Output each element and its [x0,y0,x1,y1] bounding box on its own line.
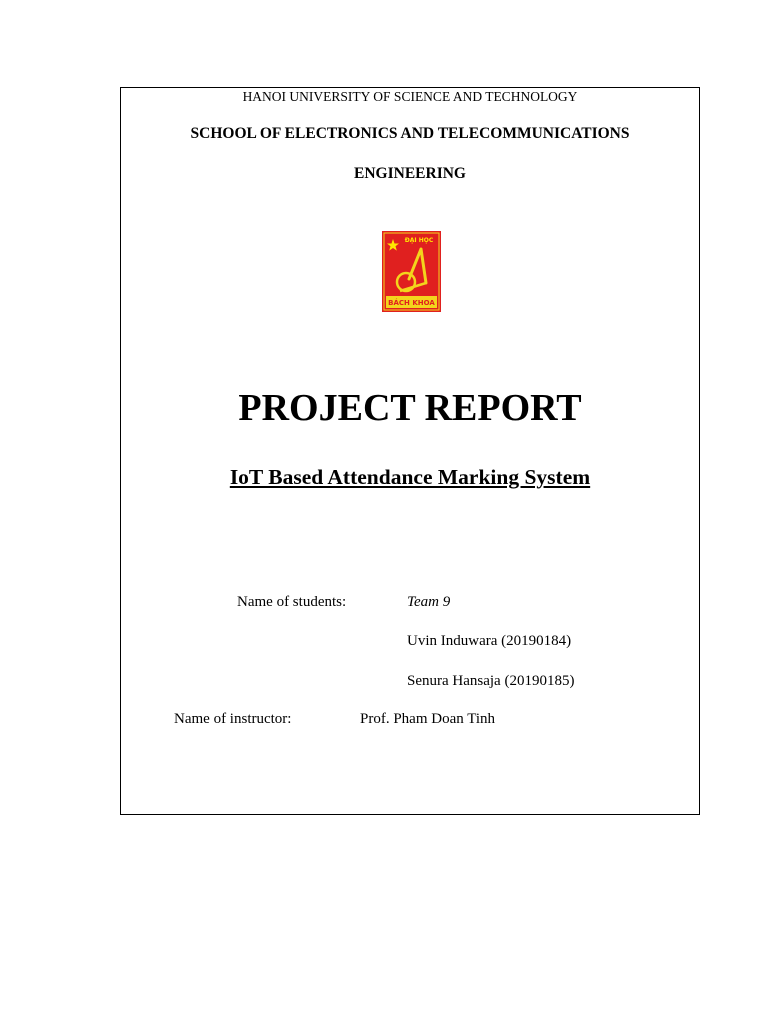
student-1: Uvin Induwara (20190184) [407,633,572,649]
report-subtitle: IoT Based Attendance Marking System [229,465,591,489]
student-2: Senura Hansaja (20190185) [407,673,575,689]
school-name-line2: ENGINEERING [354,165,466,182]
report-title: PROJECT REPORT [238,387,582,429]
instructor-label: Name of instructor: [174,711,292,727]
team-name: Team 9 [407,594,451,610]
logo-top-text: ĐẠI HỌC [404,237,434,244]
university-name: HANOI UNIVERSITY OF SCIENCE AND TECHNOLOGY [242,89,578,104]
school-name-line1: SCHOOL OF ELECTRONICS AND TELECOMMUNICATIONS [190,125,630,142]
logo-bottom-text: BÁCH KHOA [388,299,435,307]
university-emblem-icon [382,231,441,312]
students-label: Name of students: [237,594,347,610]
cover-page-frame [120,87,700,815]
instructor-name: Prof. Pham Doan Tinh [360,711,496,727]
